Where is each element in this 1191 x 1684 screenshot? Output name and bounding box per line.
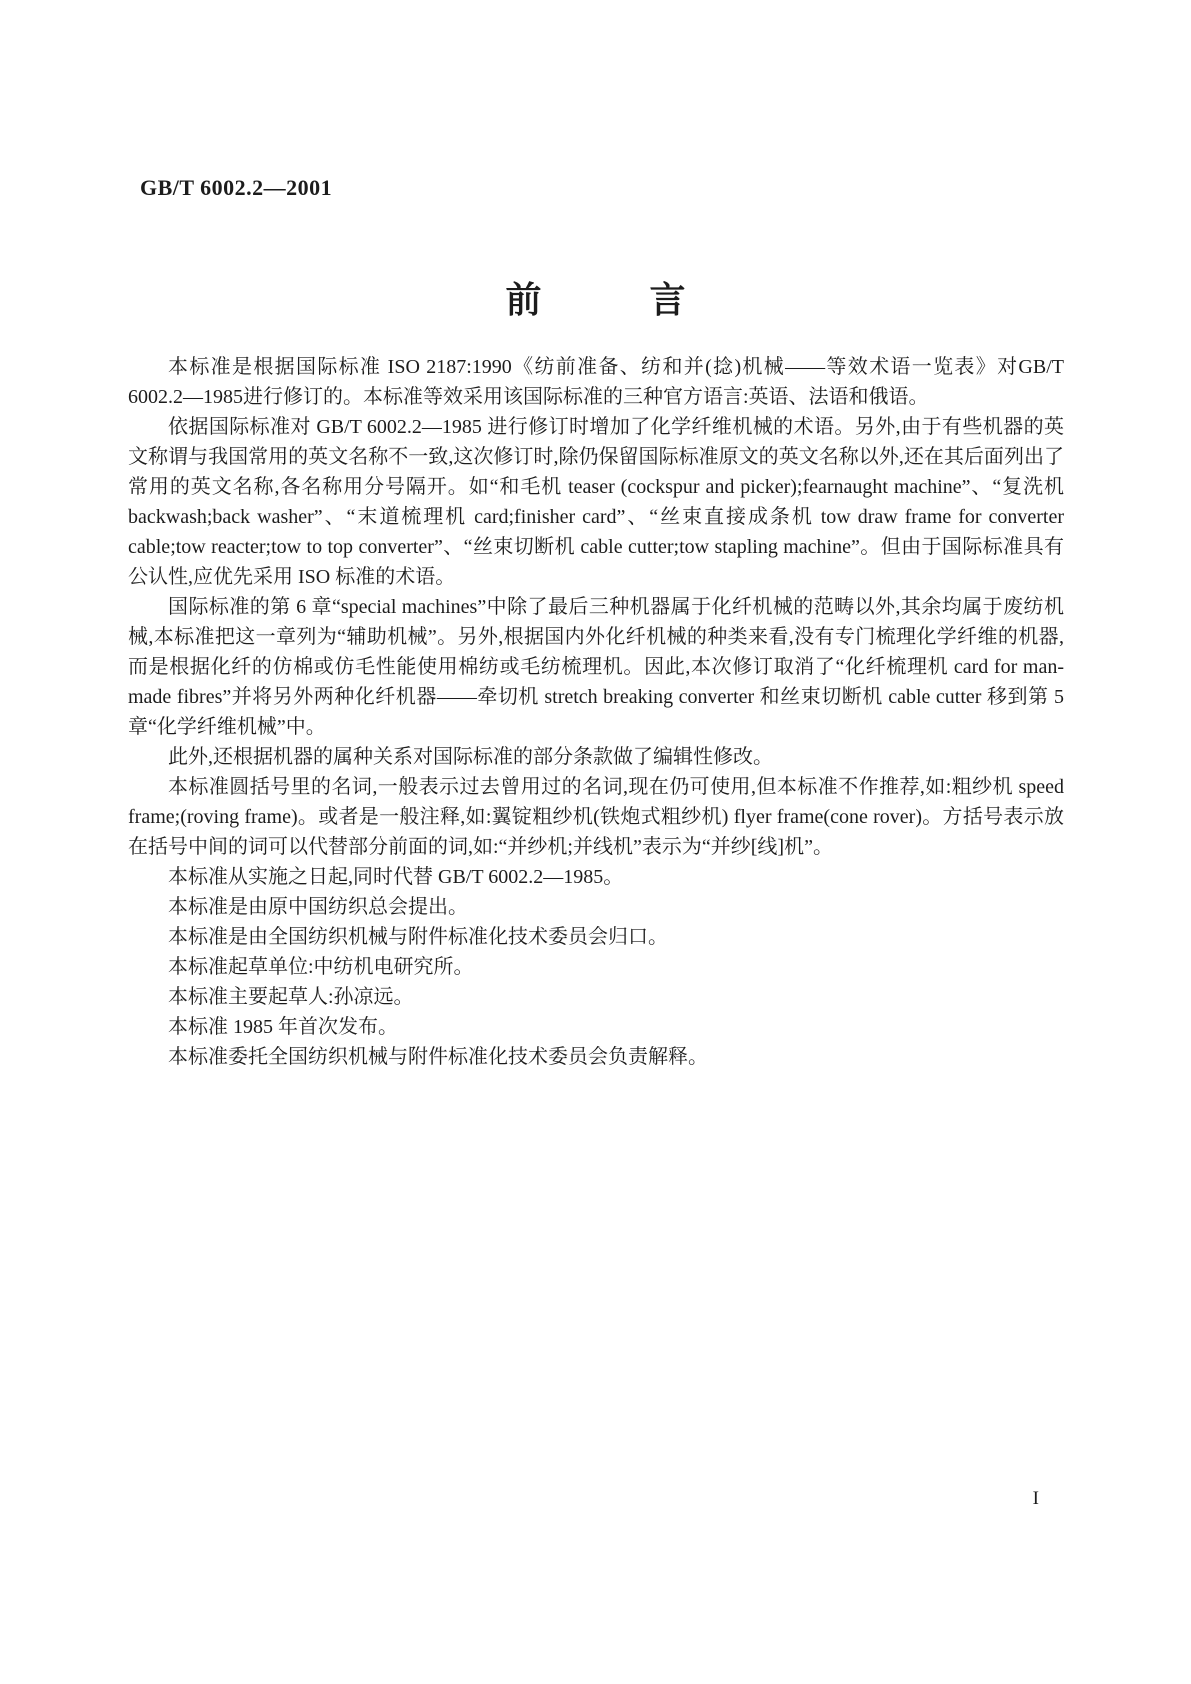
page-number: I (1032, 1488, 1039, 1509)
paragraph-drafter: 本标准主要起草人:孙凉远。 (168, 986, 414, 1008)
paragraph-proposed-by: 本标准是由原中国纺织总会提出。 (168, 896, 468, 918)
paragraph-chapter6: 国际标准的第 6 章“special machines”中除了最后三种机器属于化纤机械的范畴以外,其余均属于废纺机械,本标准把这一章列为“辅助机械”。另外,根据国内外化纤机械的种类来看,没有专门梳理化学纤维的机器,而是根据化纤的仿棉或仿毛性能使用棉纺或毛纺梳理机。因此,本次修订取消了“化纤梳理机 card for man-made fibres”并将另外两种化纤机器——牵切机 stretch breaking converter 和丝束切断机 cable cutter 移到第 5 章“化学纤维机械”中。 (128, 596, 1064, 738)
paragraph-revision-terms: 依据国际标准对 GB/T 6002.2—1985 进行修订时增加了化学纤维机械的术语。另外,由于有些机器的英文称谓与我国常用的英文名称不一致,这次修订时,除仍保留国际标准原文的英文名称以外,还在其后面列出了常用的英文名称,各名称用分号隔开。如“和毛机 teaser (cockspur and picker);fearnaught machine”、“复洗机 backwash;back washer”、“末道梳理机 card;finisher card”、“丝束直接成条机 tow draw frame for converter cable;tow reacter;tow to top converter”、“丝束切断机 cable cutter;tow stapling machine”。但由于国际标准具有公认性,应优先采用 ISO 标准的术语。 (128, 416, 1064, 588)
paragraph-centralized-by: 本标准是由全国纺织机械与附件标准化技术委员会归口。 (168, 926, 668, 948)
paragraph-replacement: 本标准从实施之日起,同时代替 GB/T 6002.2—1985。 (168, 866, 624, 888)
paragraph-parentheses-note: 本标准圆括号里的名词,一般表示过去曾用过的名词,现在仍可使用,但本标准不作推荐,如:粗纱机 speed frame;(roving frame)。或者是一般注释,如:翼锭粗纱机(铁炮式粗纱机) flyer frame(cone rover)。方括号表示放在括号中间的词可以代替部分前面的词,如:“并纱机;并线机”表示为“并纱[线]机”。 (128, 776, 1064, 858)
document-body (128, 352, 1064, 1072)
page-title: 前 言 (505, 280, 686, 320)
paragraph-interpretation: 本标准委托全国纺织机械与附件标准化技术委员会负责解释。 (168, 1046, 708, 1068)
document-number: GB/T 6002.2—2001 (140, 175, 333, 200)
paragraph-editorial-changes: 此外,还根据机器的属种关系对国际标准的部分条款做了编辑性修改。 (168, 746, 773, 768)
paragraph-intro: 本标准是根据国际标准 ISO 2187:1990《纺前准备、纺和并(捻)机械——等效术语一览表》对GB/T 6002.2—1985进行修订的。本标准等效采用该国际标准的三种官方语言:英语、法语和俄语。 (128, 356, 1064, 408)
paragraph-first-issue: 本标准 1985 年首次发布。 (168, 1016, 398, 1038)
paragraph-drafting-unit: 本标准起草单位:中纺机电研究所。 (168, 956, 474, 978)
